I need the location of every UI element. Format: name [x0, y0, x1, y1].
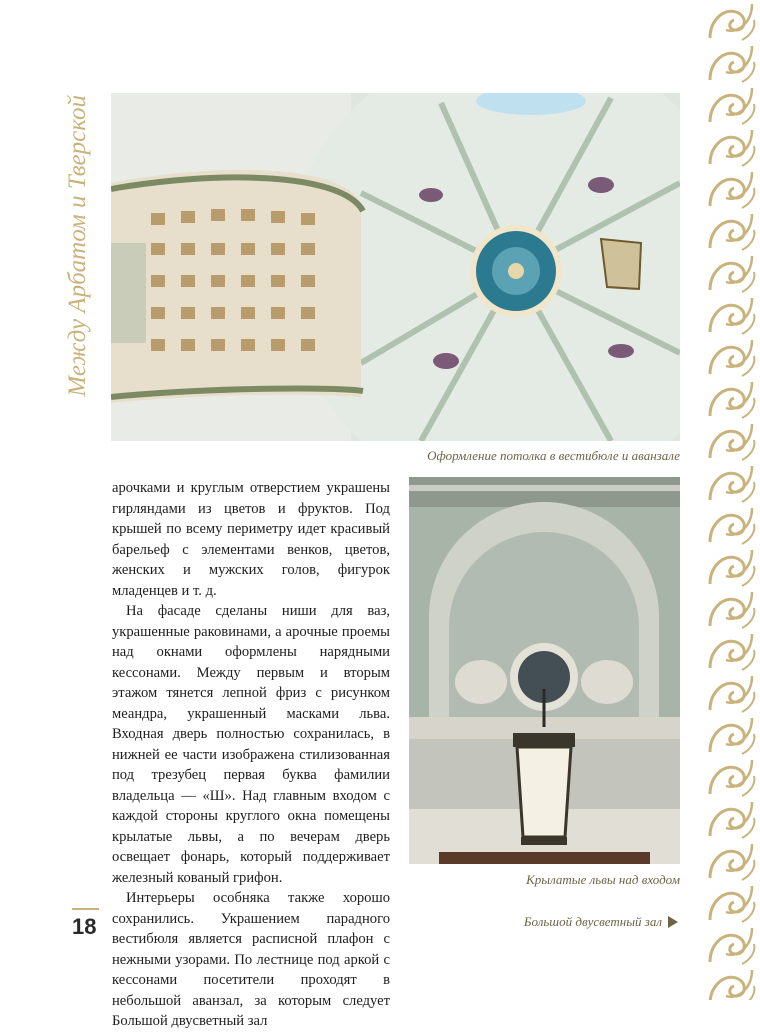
- ornamental-border: [702, 0, 760, 1000]
- triangle-right-icon: [668, 916, 678, 928]
- running-title: Между Арбатом и Тверской: [64, 95, 91, 397]
- next-section-link[interactable]: [524, 914, 678, 930]
- caption-lions: Крылатые львы над входом: [526, 872, 680, 887]
- paragraph-2: На фасаде сделаны ниши для ваз, украшенные раковинами, а арочные проемы над окнами оформлены нарядными кессонами. Между первым и вторым этажом тянется лепной фриз с рисунком меандра, украшенный масками льва. Входная дверь полностью сохранилась, в нижней ее части изображена стилизованная под трезубец первая буква фамилии владельца — «Ш». Над главным входом с каждой стороны круглого окна помещены крылатые львы, а по вечерам дверь освещает фонарь, который поддерживает железный кованый грифон.: [112, 603, 390, 886]
- next-section-label: Большой двусветный зал: [523, 914, 662, 929]
- ceiling-photo: [111, 93, 680, 441]
- page-number: 18: [72, 914, 97, 939]
- winged-lions-photo: [409, 477, 680, 864]
- paragraph-1: арочками и круглым отверстием украшены гирляндами из цветов и фруктов. Под крышей по всему периметру идет красивый барельеф с элементами венков, цветов, женских и мужских голов, фигурок младенцев и т. д.: [112, 480, 390, 599]
- page-number-rule: [72, 908, 99, 910]
- caption-ceiling: Оформление потолка в вестибюле и аванзале: [427, 448, 680, 463]
- body-text: [112, 478, 390, 1032]
- paragraph-3: Интерьеры особняка также хорошо сохранились. Украшением парадного вестибюля является расписной плафон с нежными узорами. По лестнице под аркой с кессонами посетители проходят в небольшой аванзал, за которым следует Большой двусветный зал: [112, 890, 390, 1029]
